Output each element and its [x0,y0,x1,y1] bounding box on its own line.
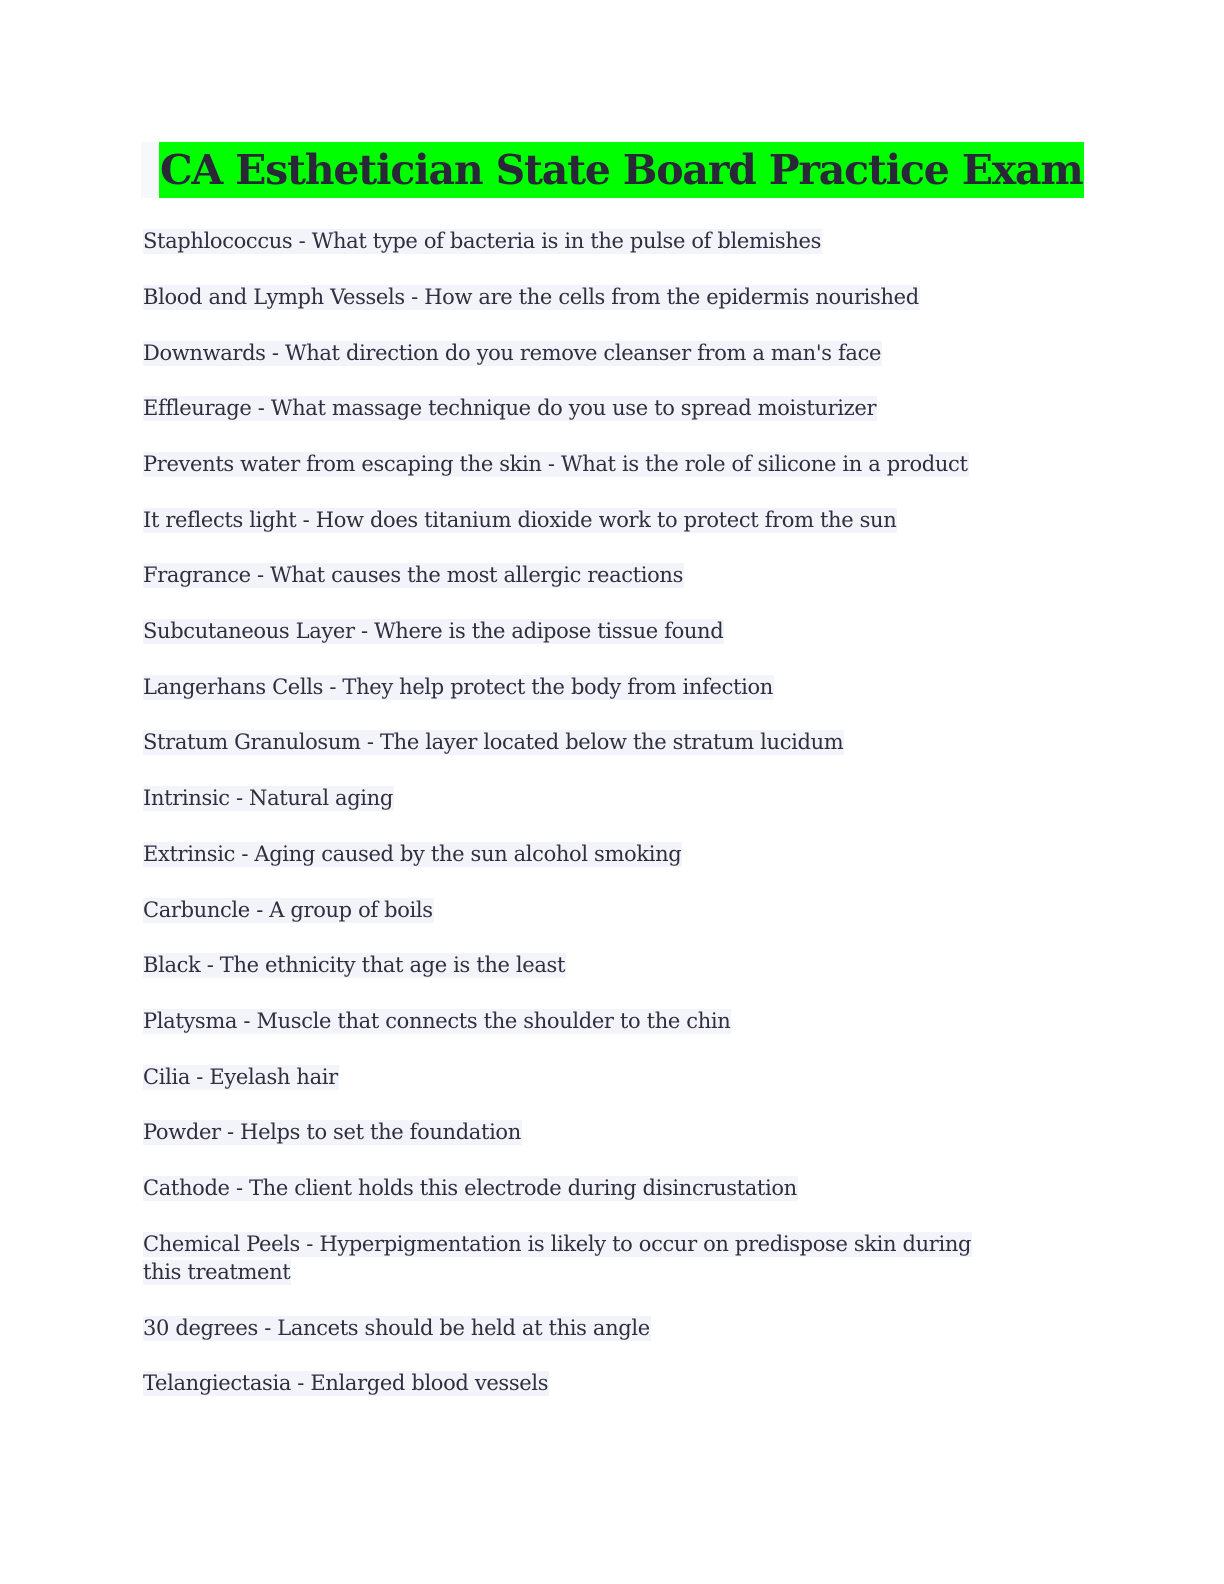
entry-text: Cathode - The client holds this electrode during disincrustation [143,1176,797,1200]
entry-text: Fragrance - What causes the most allergic reactions [143,563,684,587]
entry-text: Chemical Peels - Hyperpigmentation is likely to occur on predispose skin during this treatment [143,1232,972,1284]
entry-text: Intrinsic - Natural aging [143,786,393,810]
qa-entry [143,283,920,311]
entry-text: Langerhans Cells - They help protect the body from infection [143,675,773,699]
entry-text: Powder - Helps to set the foundation [143,1120,521,1144]
entry-text: Staphlococcus - What type of bacteria is in the pulse of blemishes [143,229,822,253]
qa-entry [143,1369,549,1397]
qa-entry [143,728,844,756]
qa-entry [143,896,434,924]
entry-text: Prevents water from escaping the skin - What is the role of silicone in a product [143,452,968,476]
qa-entry [143,1118,522,1146]
entry-text: Blood and Lymph Vessels - How are the cells from the epidermis nourished [143,285,919,309]
qa-entry [143,394,877,422]
entry-text: Subcutaneous Layer - Where is the adipose tissue found [143,619,724,643]
qa-entry [143,227,822,255]
qa-entry [143,561,684,589]
qa-entry [143,840,682,868]
qa-entry [143,1063,339,1091]
qa-entry [143,1174,798,1202]
qa-entry [143,784,394,812]
page-title: CA Esthetician State Board Practice Exam [159,142,1084,198]
entry-text: Effleurage - What massage technique do you use to spread moisturizer [143,396,877,420]
entry-text: Platysma - Muscle that connects the shoulder to the chin [143,1009,731,1033]
qa-entry [143,951,566,979]
entry-text: Cilia - Eyelash hair [143,1065,338,1089]
qa-entry [143,617,724,645]
entry-text: Stratum Granulosum - The layer located below the stratum lucidum [143,730,844,754]
entry-text: Downwards - What direction do you remove cleanser from a man's face [143,341,882,365]
qa-entry [143,673,774,701]
qa-entry [143,1007,731,1035]
qa-entry [143,1314,651,1342]
entry-text: 30 degrees - Lancets should be held at this angle [143,1316,650,1340]
entry-text: Telangiectasia - Enlarged blood vessels [143,1371,549,1395]
qa-entry [143,339,882,367]
entry-text: Carbuncle - A group of boils [143,898,433,922]
title-band [141,142,1083,198]
entry-text: Black - The ethnicity that age is the least [143,953,566,977]
qa-entry [143,1230,1003,1286]
entry-text: It reflects light - How does titanium dioxide work to protect from the sun [143,508,897,532]
entry-text: Extrinsic - Aging caused by the sun alcohol smoking [143,842,682,866]
qa-entry [143,450,969,478]
qa-entry [143,506,897,534]
